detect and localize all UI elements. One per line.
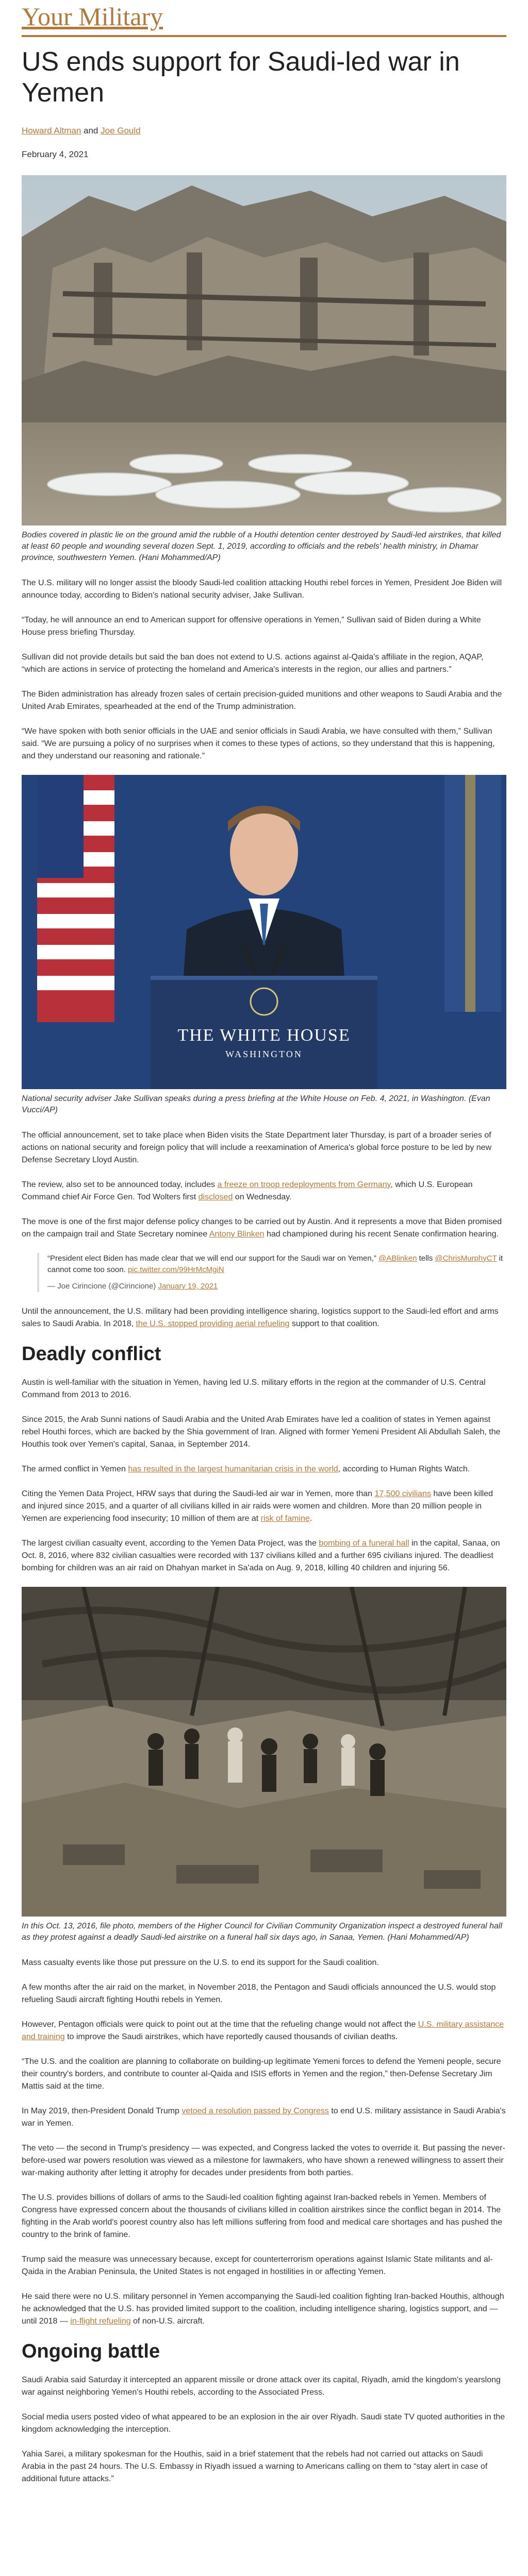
figure-funeral-hall-caption: In this Oct. 13, 2016, file photo, members of the Higher Council for Civilian Community Organization inspect a destroyed funeral hall as they protest against a deadly Saudi-led airstrike on a funeral hall six days ago, in Sanaa, Yemen. (Hani Mohammed/AP) <box>22 1922 503 1942</box>
paragraph: Sullivan did not provide details but said the ban does not extend to U.S. actions against al-Qaida's affiliate in the region, AQAP, “which are actions in service of protecting the homeland and America's interests in the region, our allies and partners.” <box>22 653 484 674</box>
paragraph: The veto — the second in Trump's presidency — was expected, and Congress lacked the votes to override it. But passing the never-before-used war powers resolution was viewed as a milestone for lawmakers, who have shown a renewed willingness to assert their war-making authority after letting it atrophy for decades under presidents from both parties. <box>22 2144 505 2177</box>
tweet-mention-link[interactable]: @ChrisMurphyCT <box>435 1254 497 1263</box>
inline-link[interactable]: the U.S. stopped providing aerial refueling <box>136 1319 290 1328</box>
paragraph: The U.S. military will no longer assist the bloody Saudi-led coalition attacking Houthi rebel forces in Yemen, President Joe Biden will announce today, according to Biden's national security adviser, Jake Sullivan. <box>22 579 502 600</box>
author-link-1[interactable]: Howard Altman <box>22 126 81 135</box>
inline-link[interactable]: bombing of a funeral hall <box>319 1539 409 1548</box>
us-flag-icon <box>37 775 114 1022</box>
paragraph: Saudi Arabia said Saturday it intercepted an apparent missile or drone attack over its capital, Riyadh, amid the kingdom's yearslong war against neighboring Yemen's Houthi rebels, according to the Associated Press. <box>22 2376 501 2397</box>
paragraph: “We have spoken with both senior officials in the UAE and senior officials in Saudi Arabia, we have consulted with them,” Sullivan said. “We are pursuing a policy of no surprises when it comes to these types of actions, so they understand that this is happening, and they understand our reasoning and rationale.” <box>22 727 495 760</box>
podium-subtitle: WASHINGTON <box>225 1049 303 1059</box>
tweet-attribution: — Joe Cirincione (@Cirincione) January 19, 2021 <box>47 1282 218 1291</box>
inline-link[interactable]: Antony Blinken <box>209 1230 265 1239</box>
embedded-tweet: “President elect Biden has made clear that we will end our support for the Saudi war on Yemen,” @ABlinken tells @ChrisMurphyCT it cannot come too soon. pic.twitter.com/99HrMcMgiN — Joe Cirincione (@Cirincione) January 19, 2021 <box>37 1253 506 1292</box>
paragraph: “The U.S. and the coalition are planning to collaborate on building-up legitimate Yemeni forces to defend the Yemeni people, secure their country's borders, and contribute to counter al-Qaida and ISIS efforts in Yemen and the region,” then-Defense Secretary Jim Mattis said at the time. <box>22 2057 501 2091</box>
paragraph: Citing the Yemen Data Project, HRW says that during the Saudi-led air war in Yemen, more than 17,500 civilians have been killed and injured since 2015, and a quarter of all civilians killed in air raids were women and children. More than 20 million people in Yemen are experiencing food insecurity; 10 million of them are at risk of famine. <box>22 1489 493 1523</box>
photo-rubble <box>22 175 506 526</box>
paragraph: Yahia Sarei, a military spokesman for the Houthis, said in a brief statement that the rebels had not carried out attacks on Saudi Arabia in the past 24 hours. The U.S. Embassy in Riyadh issued a warning to Americans calling on them to “stay alert in case of additional future attacks.” <box>22 2450 488 2483</box>
podium-title: THE WHITE HOUSE <box>177 1026 351 1045</box>
paragraph: The move is one of the first major defense policy changes to be carried out by Austin. And it represents a move that Biden promised on the campaign trail and State Secretary nominee Antony Blinken had championed during his recent Senate confirmation hearing. <box>22 1217 502 1239</box>
paragraph: The Biden administration has already frozen sales of certain precision-guided munitions and other weapons to Saudi Arabia and the United Arab Emirates, spearheaded at the end of the Trump administration. <box>22 690 502 711</box>
inline-link[interactable]: in-flight refueling <box>70 2317 131 2326</box>
figure-funeral-hall <box>22 1587 506 1943</box>
section-heading: Deadly conflict <box>22 1343 161 1365</box>
figure-rubble-caption: Bodies covered in plastic lie on the ground amid the rubble of a Houthi detention center destroyed by Saudi-led airstrikes, that killed at least 60 people and wounding several dozen Sept. 1, 2019, according to officials and the rebels' health ministry, in Dhamar province, southwestern Yemen. (Hani Mohammed/AP) <box>22 531 501 562</box>
paragraph: Until the announcement, the U.S. military had been providing intelligence sharing, logistics support to the Saudi-led effort and arms sales to Saudi Arabia. In 2018, the U.S. stopped providing aerial refueling support to that coalition. <box>22 1307 499 1328</box>
paragraph: In May 2019, then-President Donald Trump vetoed a resolution passed by Congress to end U.S. military assistance in Saudi Arabia's war in Yemen. <box>22 2107 506 2128</box>
tweet-mention-link[interactable]: @ABlinken <box>378 1254 417 1263</box>
byline-joiner: and <box>84 126 98 135</box>
section-heading: Ongoing battle <box>22 2341 160 2362</box>
figure-briefing <box>22 775 506 1116</box>
paragraph: The armed conflict in Yemen has resulted in the largest humanitarian crisis in the world, according to Human Rights Watch. <box>22 1465 470 1473</box>
author-link-2[interactable]: Joe Gould <box>101 126 141 135</box>
paragraph: He said there were no U.S. military personnel in Yemen accompanying the Saudi-led coalition fighting Iran-backed Houthis, although he acknowledged that the U.S. has provided limited support to the coalition, including intelligence sharing, logistics support, and — until 2018 — in-flight refueling of non-U.S. aircraft. <box>22 2292 504 2326</box>
inline-link[interactable]: vetoed a resolution passed by Congress <box>182 2107 329 2115</box>
headline: US ends support for Saudi-led war in Yemen <box>22 47 460 108</box>
inline-link[interactable]: has resulted in the largest humanitarian crisis in the world <box>128 1465 338 1473</box>
paragraph: The official announcement, set to take place when Biden visits the State Department later Thursday, is part of a broader series of actions on national security and foreign policy that will include a reexamination of America's global force posture to be led by new Defense Secretary Lloyd Austin. <box>22 1131 492 1164</box>
inline-link[interactable]: U.S. military assistance and training <box>22 2020 504 2041</box>
byline <box>22 126 506 136</box>
paragraph: Trump said the measure was unnecessary because, except for counterterrorism operations against Islamic State militants and al-Qaida in the Arabian Peninsula, the United States is not engaged in hostilities in or affecting Yemen. <box>22 2255 493 2276</box>
paragraph: A few months after the air raid on the market, in November 2018, the Pentagon and Saudi officials announced the U.S. would stop refueling Saudi aircraft fighting Houthi rebels in Yemen. <box>22 1983 496 2004</box>
inline-link[interactable]: a freeze on troop redeployments from Germany <box>217 1180 391 1189</box>
paragraph: Social media users posted video of what appeared to be an explosion in the air over Riyadh. Saudi state TV quoted authorities in the kingdom acknowledging the interception. <box>22 2413 505 2434</box>
paragraph: Since 2015, the Arab Sunni nations of Saudi Arabia and the United Arab Emirates have led a coalition of states in Yemen against rebel Houthi forces, which are backed by the Shia government of Iran. Aligned with former Yemeni President Ali Abdullah Saleh, the Houthis took over Yemen's capital, Sanaa, in September 2014. <box>22 1415 501 1449</box>
paragraph: The review, also set to be announced today, includes a freeze on troop redeployments from Germany, which U.S. European Command chief Air Force Gen. Tod Wolters first disclosed on Wednesday. <box>22 1180 473 1201</box>
section-divider <box>22 35 506 37</box>
paragraph: Austin is well-familiar with the situation in Yemen, having led U.S. military efforts in the region at the commander of U.S. Central Command from 2013 to 2016. <box>22 1378 486 1399</box>
paragraph: The largest civilian casualty event, according to the Yemen Data Project, was the bombing of a funeral hall in the capital, Sanaa, on Oct. 8, 2016, where 832 civilian casualties were recorded with 137 civilians killed and a further 695 civilians injured. The deadliest bombing for children was an air raid on Dhahyan market in Sa'ada on Aug. 9, 2018, killing 40 children and injuring 56. <box>22 1539 500 1572</box>
inline-link[interactable]: risk of famine <box>260 1514 310 1523</box>
photo-funeral-hall <box>22 1587 506 1917</box>
figure-rubble <box>22 175 506 564</box>
paragraph: However, Pentagon officials were quick to point out at the time that the refueling change would not affect the U.S. military assistance and training to improve the Saudi airstrikes, which have reportedly caused thousands of civilian deaths. <box>22 2020 504 2041</box>
publish-date: February 4, 2021 <box>22 149 89 159</box>
page <box>22 0 506 2485</box>
inline-link[interactable]: 17,500 civilians <box>374 1489 431 1498</box>
figure-briefing-caption: National security adviser Jake Sullivan speaks during a press briefing at the White House on Feb. 4, 2021, in Washington. (Evan Vucci/AP) <box>22 1094 490 1114</box>
paragraph: Mass casualty events like those put pressure on the U.S. to end its support for the Saudi coalition. <box>22 1958 379 1967</box>
photo-briefing <box>22 775 506 1089</box>
tweet-date-link[interactable]: January 19, 2021 <box>158 1282 218 1291</box>
section-link[interactable]: Your Military <box>22 2 163 31</box>
tweet-pic-link[interactable]: pic.twitter.com/99HrMcMgiN <box>127 1265 224 1274</box>
paragraph: The U.S. provides billions of dollars of arms to the Saudi-led coalition fighting against Iran-backed rebels in Yemen. Members of Congress have expressed concern about the thousands of civilians killed in coalition airstrikes since the conflict began in 2014. The fighting in the Arab world's poorest country also has left millions suffering from food and medical care shortages and has pushed the country to the brink of famine. <box>22 2193 503 2239</box>
inline-link[interactable]: disclosed <box>198 1193 233 1201</box>
paragraph: “Today, he will announce an end to American support for offensive operations in Yemen,” Sullivan said of Biden during a White House press briefing Thursday. <box>22 616 481 637</box>
